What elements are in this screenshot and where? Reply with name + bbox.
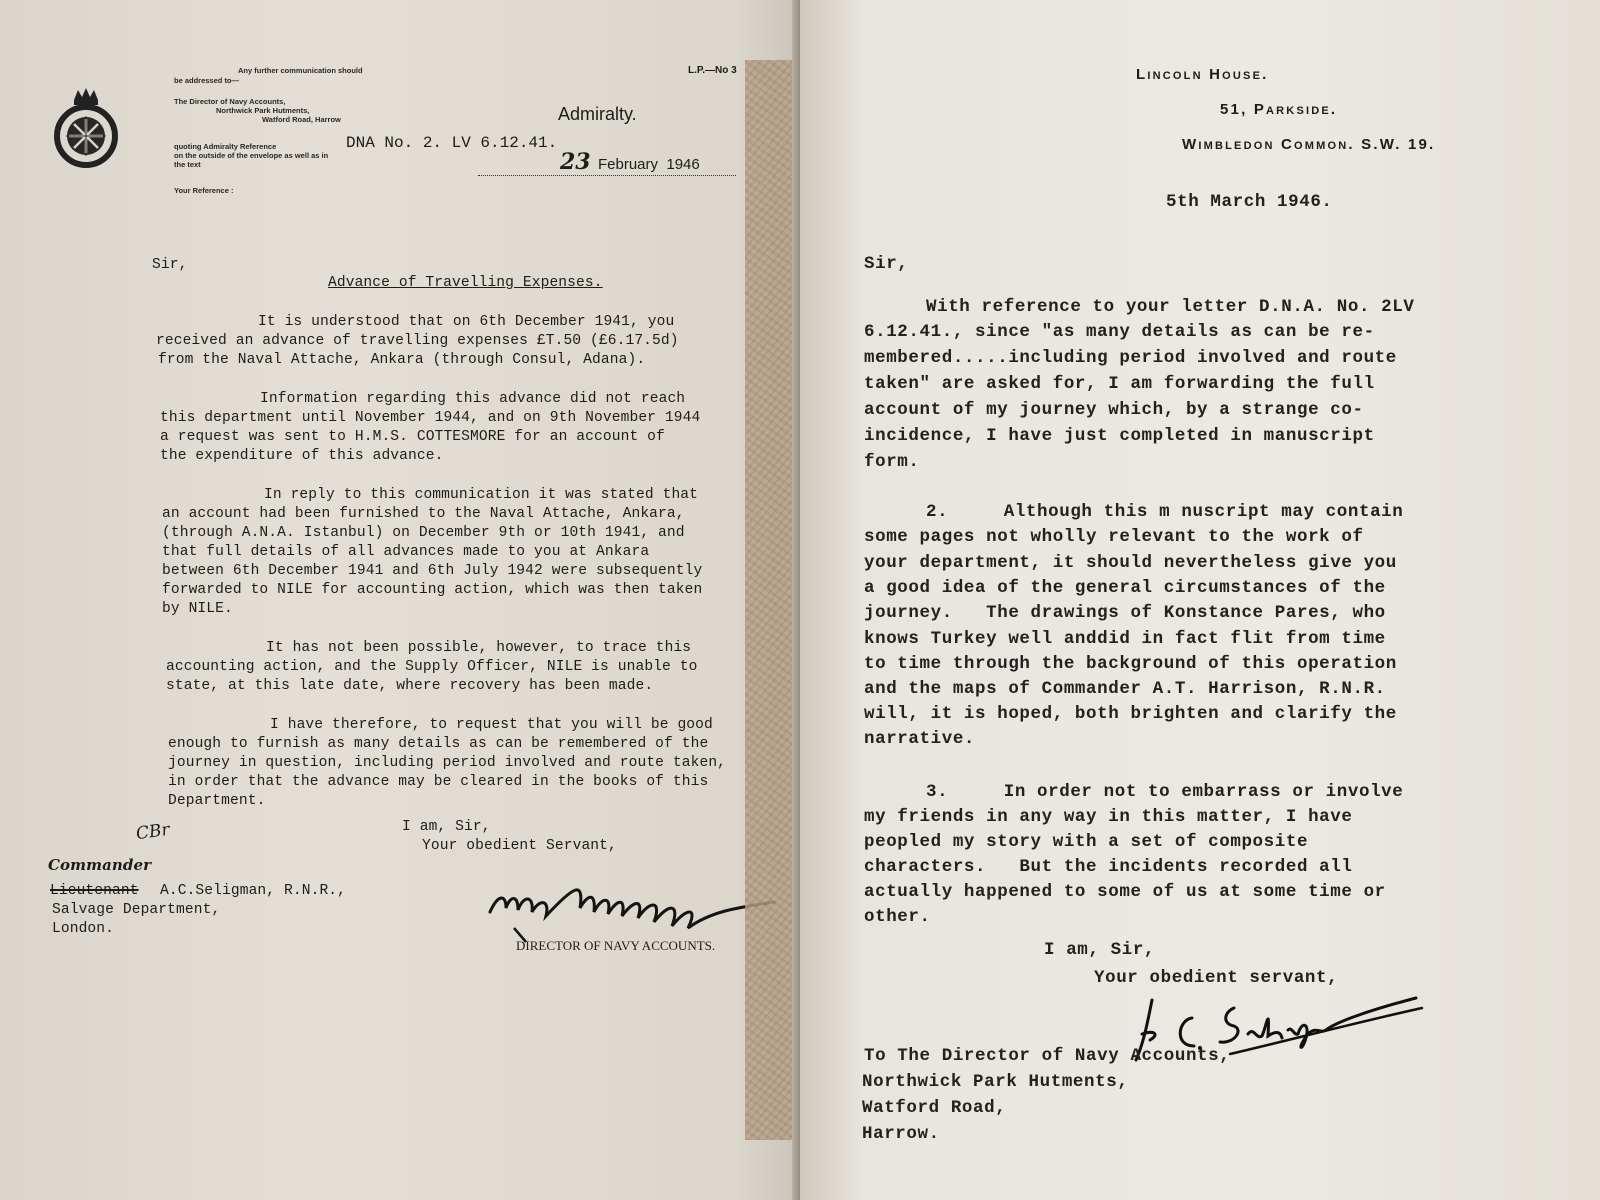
- right-p3-line-2: my friends in any way in this matter, I have: [864, 807, 1353, 827]
- right-p2-line-5: journey. The drawings of Konstance Pares, who: [864, 603, 1386, 623]
- signatory-title: DIRECTOR OF NAVY ACCOUNTS.: [516, 938, 716, 953]
- right-closing-line-1: I am, Sir,: [1044, 940, 1156, 960]
- left-p5-line-4: in order that the advance may be cleared in the books of this: [168, 774, 709, 790]
- addressee-line-1: To The Director of Navy Accounts,: [864, 1046, 1231, 1066]
- left-p3-line-6: forwarded to NILE for accounting action, which was then taken: [162, 582, 703, 598]
- left-p2-line-4: the expenditure of this advance.: [160, 448, 444, 464]
- right-p2-line-2: some pages not wholly relevant to the work of: [864, 527, 1364, 547]
- recipient-line-2: Salvage Department,: [52, 902, 221, 918]
- handwritten-initials: CBr: [134, 819, 171, 845]
- left-p5-line-1: I have therefore, to request that you will be good: [270, 717, 713, 733]
- left-p3-line-4: that full details of all advances made to you at Ankara: [162, 544, 650, 560]
- right-p2-line-10: narrative.: [864, 729, 976, 749]
- addressee-line-3: Watford Road,: [862, 1098, 1007, 1118]
- letter-subject: Advance of Travelling Expenses.: [328, 275, 603, 291]
- left-closing-line-1: I am, Sir,: [402, 819, 491, 835]
- right-p1-line-3: membered.....including period involved and route: [864, 348, 1397, 368]
- date-line: [478, 174, 736, 176]
- right-closing-line-2: Your obedient servant,: [1094, 968, 1339, 988]
- admiralty-crest-icon: [54, 86, 118, 170]
- right-date: 5th March 1946.: [1166, 192, 1333, 212]
- left-p4-line-1: It has not been possible, however, to trace this: [266, 640, 692, 656]
- left-p4-line-2: accounting action, and the Supply Officer, NILE is unable to: [166, 659, 698, 675]
- left-p1-line-3: from the Naval Attache, Ankara (through Consul, Adana).: [158, 352, 646, 368]
- recipient-line-3: London.: [52, 921, 115, 937]
- right-p1-line-5: account of my journey which, by a strange co-: [864, 400, 1364, 420]
- struck-rank: Lieutenant: [50, 883, 139, 899]
- right-p2-line-7: to time through the background of this operation: [864, 654, 1397, 674]
- left-salutation: Sir,: [152, 257, 188, 273]
- address-line-1: The Director of Navy Accounts,: [174, 97, 286, 106]
- right-p3-line-3: peopled my story with a set of composite: [864, 832, 1309, 852]
- right-p1-line-2: 6.12.41., since "as many details as can be re-: [864, 322, 1375, 342]
- header-note-line-1: Any further communication should: [238, 66, 363, 75]
- left-p2-line-1: Information regarding this advance did not reach: [260, 391, 686, 407]
- left-p4-line-3: state, at this late date, where recovery has been made.: [166, 678, 654, 694]
- date-month-year: February 1946: [598, 156, 700, 173]
- left-p3-line-2: an account had been furnished to the Naval Attache, Ankara,: [162, 506, 685, 522]
- left-p3-line-1: In reply to this communication it was stated that: [264, 487, 699, 503]
- page-code: L.P.—No 3: [688, 65, 737, 76]
- left-p5-line-3: journey in question, including period involved and route taken,: [168, 755, 727, 771]
- right-p2-line-3: your department, it should nevertheless give you: [864, 553, 1397, 573]
- right-p2-line-6: knows Turkey well anddid in fact flit from time: [864, 629, 1386, 649]
- ref-note-line-2: on the outside of the envelope as well as in: [174, 151, 329, 160]
- org-name: Admiralty.: [558, 104, 637, 124]
- address-line-3: Watford Road, Harrow: [262, 115, 341, 124]
- address-line-2: 51, Parkside.: [1220, 101, 1338, 118]
- right-p3-line-6: other.: [864, 907, 931, 927]
- admiralty-reference: DNA No. 2. LV 6.12.41.: [346, 134, 558, 152]
- left-p3-line-7: by NILE.: [162, 601, 233, 617]
- right-p3-line-1: 3. In order not to embarrass or involve: [926, 782, 1404, 802]
- header-note-line-2: be addressed to—: [174, 76, 240, 85]
- ref-note-line-3: the text: [174, 160, 201, 169]
- addressee-line-4: Harrow.: [862, 1124, 940, 1144]
- left-closing-line-2: Your obedient Servant,: [422, 838, 617, 854]
- addressee-line-2: Northwick Park Hutments,: [862, 1072, 1129, 1092]
- left-p3-line-5: between 6th December 1941 and 6th July 1942 were subsequently: [162, 563, 703, 579]
- left-p2-line-2: this department until November 1944, and on 9th November 1944: [160, 410, 701, 426]
- tape-strip: [745, 60, 797, 1140]
- right-p1-line-4: taken" are asked for, I am forwarding the full: [864, 374, 1375, 394]
- left-p1-line-1: It is understood that on 6th December 1941, you: [258, 314, 675, 330]
- left-p5-line-5: Department.: [168, 793, 266, 809]
- right-p3-line-5: actually happened to some of us at some time or: [864, 882, 1386, 902]
- right-salutation: Sir,: [864, 254, 909, 274]
- left-p5-line-2: enough to furnish as many details as can be remembered of the: [168, 736, 709, 752]
- address-line-1: Lincoln House.: [1136, 66, 1269, 83]
- right-p1-line-6: incidence, I have just completed in manuscript: [864, 426, 1375, 446]
- date-day: 23: [560, 149, 591, 175]
- left-p2-line-3: a request was sent to H.M.S. COTTESMORE for an account of: [160, 429, 665, 445]
- recipient-line-1: A.C.Seligman, R.N.R.,: [160, 883, 347, 899]
- right-p2-line-8: and the maps of Commander A.T. Harrison, R.N.R.: [864, 679, 1386, 699]
- right-p1-line-7: form.: [864, 452, 920, 472]
- left-p3-line-3: (through A.N.A. Istanbul) on December 9th or 10th 1941, and: [162, 525, 685, 541]
- right-p2-line-1: 2. Although this m nuscript may contain: [926, 502, 1404, 522]
- left-p1-line-2: received an advance of travelling expenses £T.50 (£6.17.5d): [156, 333, 679, 349]
- right-page: [800, 0, 1600, 1200]
- address-line-2: Northwick Park Hutments,: [216, 106, 310, 115]
- address-line-3: Wimbledon Common. S.W. 19.: [1182, 136, 1436, 153]
- your-reference-label: Your Reference :: [174, 186, 234, 195]
- right-p2-line-4: a good idea of the general circumstances of the: [864, 578, 1386, 598]
- right-p2-line-9: will, it is hoped, both brighten and clarify the: [864, 704, 1397, 724]
- ref-note-line-1: quoting Admiralty Reference: [174, 142, 277, 151]
- right-p1-line-1: With reference to your letter D.N.A. No. 2LV: [926, 297, 1415, 317]
- handwritten-rank: Commander: [48, 856, 152, 874]
- right-p3-line-4: characters. But the incidents recorded all: [864, 857, 1353, 877]
